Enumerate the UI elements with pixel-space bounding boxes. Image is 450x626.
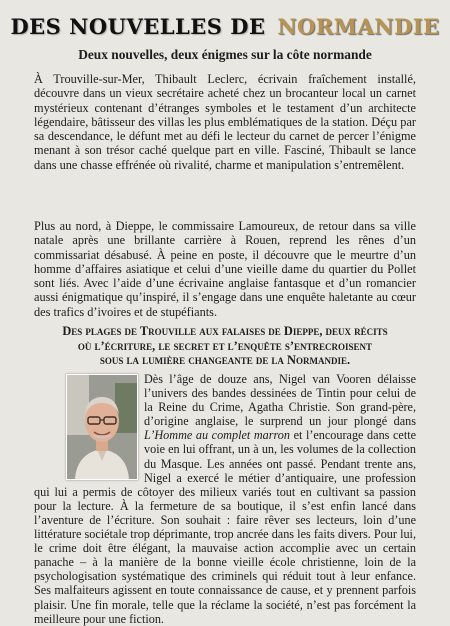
tagline-line-2: où l’écriture, le secret et l’enquête s’entrecroisent xyxy=(77,338,373,353)
book-title xyxy=(0,14,450,39)
title-part-1: DES NOUVELLES DE xyxy=(10,14,266,39)
bio-text-part-2: et l’encourage dans cette voie en lui offrant, un à un, les volumes de la collection du Masque. Les années ont passé. Pendant trente ans, Nigel a exercé le métier d’antiquaire, une profession qui lui a permis de côtoyer des milieux variés tout en cultivant sa passion pour la lecture. À la fermeture de sa boutique, il s’est enfin lancé dans l’aventure de l’écriture. Son souhait : faire rêver ses lecteurs, loin d’une littérature sociétale trop déprimante, trop ancrée dans les faits divers. Pour lui, le crime doit être élégant, la mauvaise action accomplie avec un certain panache – à la manière de la bonne vieille école christienne, loin de la psychologisation systématique des criminels qui réduit tout à leur enfance. Ses malfaiteurs agissent en toute connaissance de cause, et y prennent parfois plaisir. Une fin morale, telle que la réclame la société, n’est pas forcément la meilleure pour une fiction. xyxy=(34,428,416,626)
book-subtitle: Deux nouvelles, deux énigmes sur la côte normande xyxy=(78,47,372,62)
tagline-line-1: Des plages de Trouville aux falaises de Dieppe, deux récits xyxy=(62,324,388,338)
title-part-2: NORMANDIE xyxy=(277,14,440,39)
summary-paragraph-2: Plus au nord, à Dieppe, le commissaire Lamoureux, de retour dans sa ville natale après une brillante carrière à Rouen, reprend les rênes d’un commissariat désabusé. À peine en poste, il découvre que le meurtre d’un homme d’affaires asiatique et celui d’une vieille dame du quartier du Pollet sont liés. Avec l’aide d’une écrivaine anglaise fantasque et d’un romancier aussi énigmatique qu’inspiré, il s’engage dans une enquête haletante au cœur des trafics d’ivoires et de stupéfiants. xyxy=(34,219,416,319)
bio-text-part-1: Dès l’âge de douze ans, Nigel van Vooren délaisse l’univers des bandes dessinées de Tintin pour celui de la Reine du Crime, Agatha Christie. Son grand-père, d’origine anglaise, le surprend un jour plongé dans xyxy=(144,372,416,429)
author-biography xyxy=(34,372,416,626)
tagline xyxy=(34,324,416,368)
photo-spacer xyxy=(34,372,144,480)
summary-paragraph-1: À Trouville-sur-Mer, Thibault Leclerc, écrivain fraîchement installé, découvre dans un vieux secrétaire acheté chez un brocanteur local un carnet mystérieux contenant d’étranges symboles et le testament d’un architecte légendaire, bâtisseur des villas les plus emblématiques de la station. Déçu par sa descendance, le défunt met au défi le lecteur du carnet de percer l’énigme menant à son trésor caché quelque part en ville. Fasciné, Thibault se lance dans une chasse effrénée où rivalité, charme et manipulation s’entremêlent. xyxy=(34,72,416,172)
bio-book-title: L’Homme au complet marron xyxy=(144,428,290,443)
tagline-line-3: sous la lumière changeante de la Normandie. xyxy=(99,353,351,367)
